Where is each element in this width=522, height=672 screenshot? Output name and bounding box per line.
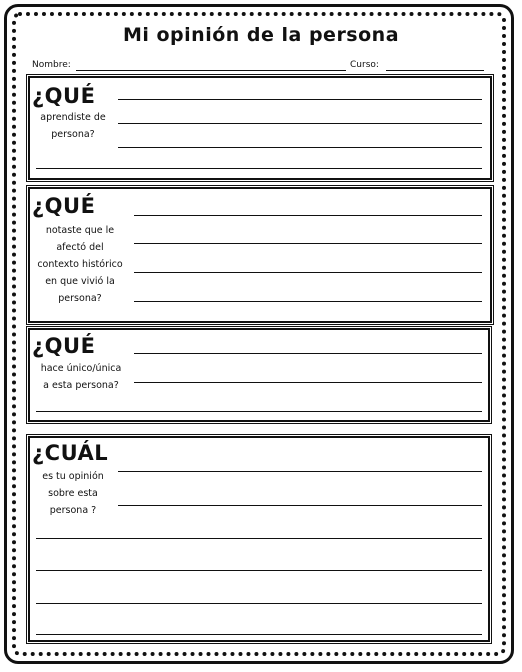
course-label: Curso: [350, 60, 379, 70]
section-learned-prompt: aprendiste de persona? [40, 112, 106, 140]
section-context-question: ¿QUÉ [32, 194, 96, 218]
answer-line[interactable] [36, 411, 482, 412]
answer-line[interactable] [118, 505, 482, 506]
answer-line[interactable] [118, 123, 482, 124]
section-opinion [28, 436, 490, 642]
section-context-prompt: notaste que le afectó del contexto histórico en que vivió la persona? [37, 225, 123, 304]
section-unique-question: ¿QUÉ [32, 334, 96, 358]
answer-line[interactable] [134, 301, 482, 302]
answer-line[interactable] [134, 353, 482, 354]
name-label: Nombre: [32, 60, 71, 70]
answer-line[interactable] [36, 168, 482, 169]
answer-line[interactable] [36, 538, 482, 539]
answer-line[interactable] [118, 471, 482, 472]
section-opinion-prompt: es tu opinión sobre esta persona ? [42, 471, 104, 516]
answer-line[interactable] [134, 215, 482, 216]
answer-line[interactable] [118, 99, 482, 100]
section-learned-question: ¿QUÉ [32, 84, 96, 108]
section-opinion-question: ¿CUÁL [32, 441, 109, 465]
answer-line[interactable] [134, 243, 482, 244]
answer-line[interactable] [118, 147, 482, 148]
page-title: Mi opinión de la persona [122, 24, 400, 46]
name-field[interactable] [76, 70, 346, 71]
answer-line[interactable] [36, 570, 482, 571]
answer-line[interactable] [134, 382, 482, 383]
course-field[interactable] [386, 70, 484, 71]
answer-line[interactable] [36, 634, 482, 635]
section-unique-prompt: hace único/única a esta persona? [40, 363, 122, 391]
answer-line[interactable] [134, 272, 482, 273]
answer-line[interactable] [36, 603, 482, 604]
